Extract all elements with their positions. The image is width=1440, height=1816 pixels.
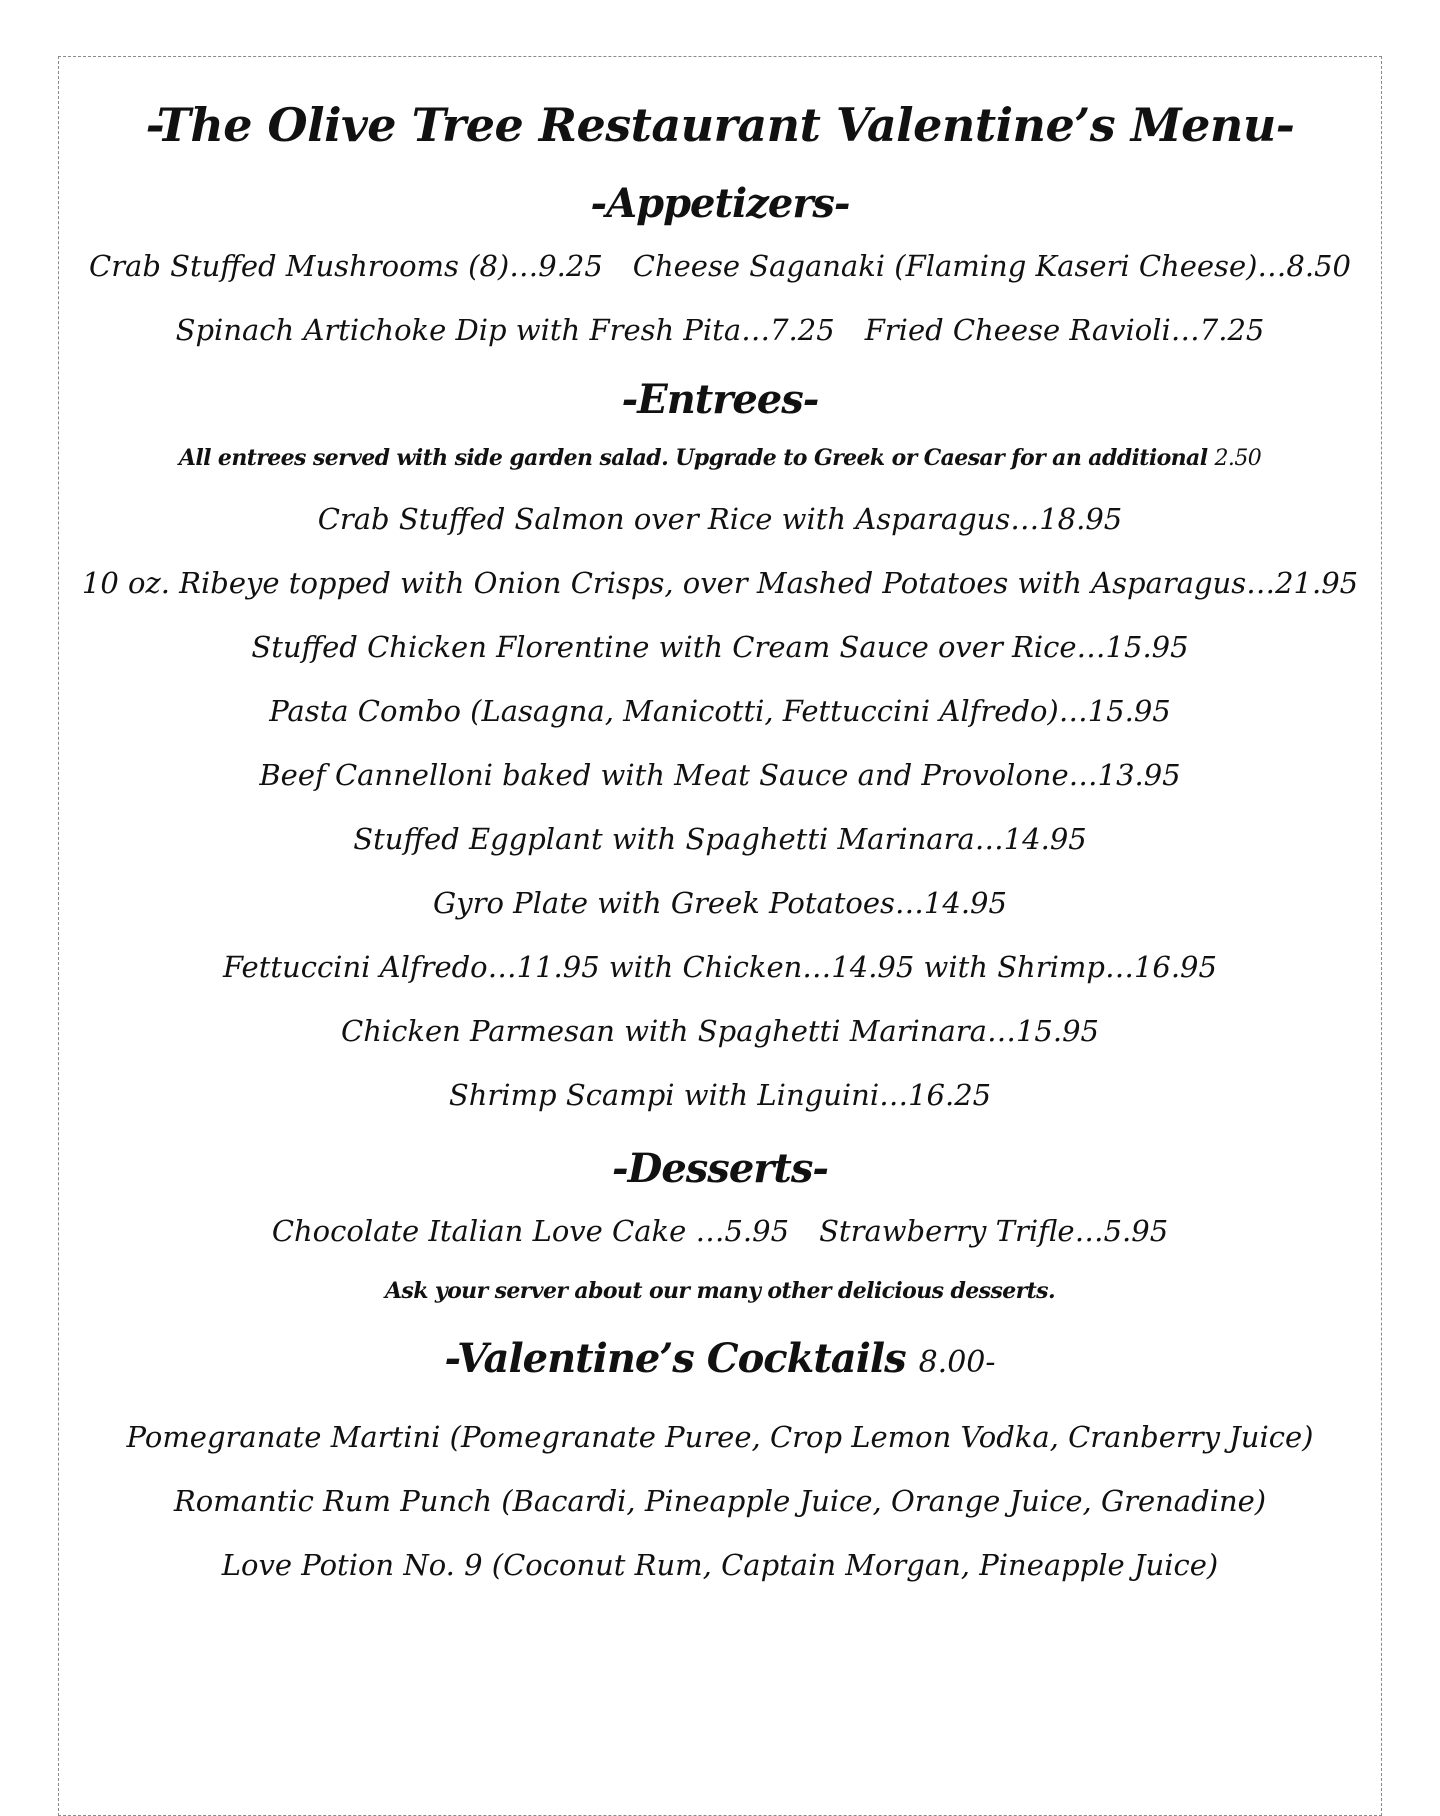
- appetizer-item: Fried Cheese Ravioli…7.25: [864, 313, 1265, 347]
- entree-item: Chicken Parmesan with Spaghetti Marinara…15.95: [341, 1014, 1099, 1048]
- appetizer-item: Cheese Saganaki (Flaming Kaseri Cheese)…8.50: [632, 249, 1351, 283]
- dessert-item: Chocolate Italian Love Cake …5.95: [271, 1214, 790, 1248]
- entrees-note-price: 2.50: [1214, 446, 1262, 471]
- cocktail-item: Pomegranate Martini (Pomegranate Puree, Crop Lemon Vodka, Cranberry Juice): [126, 1420, 1314, 1454]
- entree-item: Shrimp Scampi with Linguini…16.25: [448, 1078, 992, 1112]
- cocktail-item: Romantic Rum Punch (Bacardi, Pineapple Juice, Orange Juice, Grenadine): [173, 1484, 1267, 1518]
- entrees-note: [58, 430, 1382, 487]
- entree-item: Crab Stuffed Salmon over Rice with Asparagus…18.95: [317, 502, 1123, 536]
- appetizer-line: [58, 234, 1382, 298]
- entrees-note-text: All entrees served with side garden salad. Upgrade to Greek or Caesar for an additional: [178, 445, 1208, 471]
- cocktails-heading-text: -Valentine’s Cocktails: [444, 1335, 906, 1382]
- appetizer-item: Crab Stuffed Mushrooms (8)…9.25: [89, 249, 603, 283]
- entree-item: Pasta Combo (Lasagna, Manicotti, Fettuccini Alfredo)…15.95: [269, 694, 1171, 728]
- entree-item: 10 oz. Ribeye topped with Onion Crisps, over Mashed Potatoes with Asparagus…21.95: [81, 566, 1359, 600]
- dessert-item: Strawberry Trifle…5.95: [819, 1214, 1169, 1248]
- appetizer-line: [58, 298, 1382, 362]
- menu-page: [58, 56, 1382, 1597]
- entrees-heading: -Entrees-: [621, 376, 819, 423]
- entree-item: Gyro Plate with Greek Potatoes…14.95: [433, 886, 1007, 920]
- cocktails-price: 8.00-: [918, 1345, 996, 1380]
- appetizer-item: Spinach Artichoke Dip with Fresh Pita…7.25: [175, 313, 835, 347]
- cocktails-heading: [58, 1329, 1382, 1393]
- entree-item: Beef Cannelloni baked with Meat Sauce and Provolone…13.95: [259, 758, 1181, 792]
- appetizers-heading: -Appetizers-: [590, 180, 850, 227]
- desserts-note: Ask your server about our many other delicious desserts.: [384, 1278, 1056, 1304]
- entree-item: Stuffed Eggplant with Spaghetti Marinara…14.95: [353, 822, 1087, 856]
- menu-title: -The Olive Tree Restaurant Valentine’s Menu-: [145, 98, 1295, 152]
- dessert-line: [58, 1199, 1382, 1263]
- cocktail-list: [58, 1405, 1382, 1597]
- desserts-heading: -Desserts-: [612, 1145, 828, 1192]
- cocktail-item: Love Potion No. 9 (Coconut Rum, Captain Morgan, Pineapple Juice): [221, 1548, 1219, 1582]
- entree-item: Fettuccini Alfredo…11.95 with Chicken…14.95 with Shrimp…16.95: [223, 950, 1217, 984]
- entree-item: Stuffed Chicken Florentine with Cream Sauce over Rice…15.95: [251, 630, 1189, 664]
